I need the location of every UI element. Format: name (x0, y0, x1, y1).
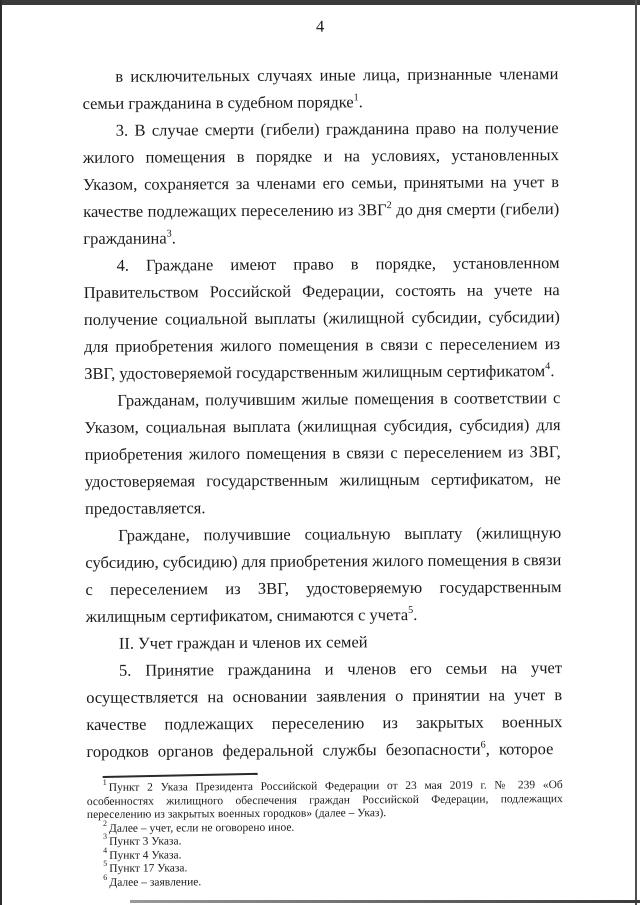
page-content (82, 11, 563, 890)
footnote-marker: 3 (102, 832, 108, 842)
footnote-marker: 5 (103, 859, 108, 869)
footnote-ref-6: 6 (480, 739, 486, 751)
footnote-text: Пункт 4 Указа. (109, 848, 182, 862)
para-continuation (82, 60, 558, 117)
text-segment: , которое (485, 739, 554, 759)
text-segment: Гражданам, получившим жилые помещения в соответствии с Указом, социальная выплата (жилищная субсидия, субсидия) для приобретения жилого помещения в связи с переселением из ЗВГ, удостоверяемая государственным жилищным сертификатом, не предоставляется. (84, 388, 561, 518)
para-item-3 (83, 114, 560, 252)
footnote-ref-3: 3 (166, 227, 172, 239)
para-item-4 (83, 249, 560, 387)
footnote-text: Пункт 17 Указа. (109, 862, 188, 875)
text-segment: . (550, 361, 555, 381)
footnote-marker: 6 (103, 872, 108, 882)
footnote-marker: 4 (103, 845, 108, 855)
footnote-text: Далее – заявление. (109, 875, 202, 889)
footnote-text: Пункт 3 Указа. (109, 835, 182, 848)
text-segment: в исключительных случаях иные лица, признанные членами семьи гражданина в судебном порядке (82, 64, 559, 113)
footnote-ref-1: 1 (353, 91, 359, 103)
footnotes-section (87, 772, 564, 890)
scan-edge-left (0, 0, 2, 905)
footnote-1 (87, 774, 563, 822)
footnote-ref-2: 2 (386, 199, 392, 211)
scan-edge-bottom (130, 900, 640, 903)
section-heading-2: II. Учет граждан и членов их семей (118, 632, 368, 653)
footnote-marker: 2 (102, 818, 108, 828)
footnote-6 (87, 874, 563, 890)
footnote-text: Пункт 2 Указа Президента Российской Федерации от 23 мая 2019 г. № 239 «Об особенностях жилищного обеспечения граждан Российской Федерации, подлежащих переселению из закрытых военных городков» (далее – Указ). (86, 779, 563, 821)
text-segment: 5. Принятие гражданина и членов его семьи на учет осуществляется на основании заявления о принятии на учет в качестве подлежащих переселению из закрытых военных городков органов федеральной службы безопасности (86, 658, 563, 761)
text-segment: 3. В случае смерти (гибели) гражданина право на получение жилого помещения в порядке и на условиях, установленных Указом, сохраняется за членами его семьи, принятыми на учет в качестве подлежащих переселению из ЗВГ (82, 118, 560, 221)
text-segment: до дня смерти (гибели) гражданина (83, 199, 560, 248)
text-segment: . (358, 92, 363, 112)
para-deregistration (85, 519, 562, 630)
footnote-ref-5: 5 (408, 604, 414, 616)
footnote-ref-4: 4 (545, 360, 551, 372)
footnote-text: Далее – учет, если не оговорено иное. (108, 821, 295, 835)
text-segment: 4. Граждане имеют право в порядке, установленном Правительством Российской Федерации, состоять на учете на получение социальной выплаты (жилищной субсидии, субсидии) для приобретения жилого помещения в связи с переселением из ЗВГ, удостоверяемой государственным жилищным сертификатом (83, 253, 561, 383)
footnote-marker: 1 (102, 778, 107, 788)
page-number: 4 (315, 16, 325, 36)
text-segment: . (413, 604, 418, 624)
scan-edge-right (635, 0, 637, 905)
scan-edge-top (0, 0, 640, 5)
para-item-5 (86, 654, 563, 765)
text-segment: Граждане, получившие социальную выплату (жилищную субсидию, субсидию) для приобретения жилого помещения в связи с переселением из ЗВГ, удостоверяемую государственным жилищным сертификатом, снимаются с учета (85, 523, 562, 626)
text-segment: . (171, 228, 176, 248)
para-subsidy-not-provided (84, 384, 561, 522)
